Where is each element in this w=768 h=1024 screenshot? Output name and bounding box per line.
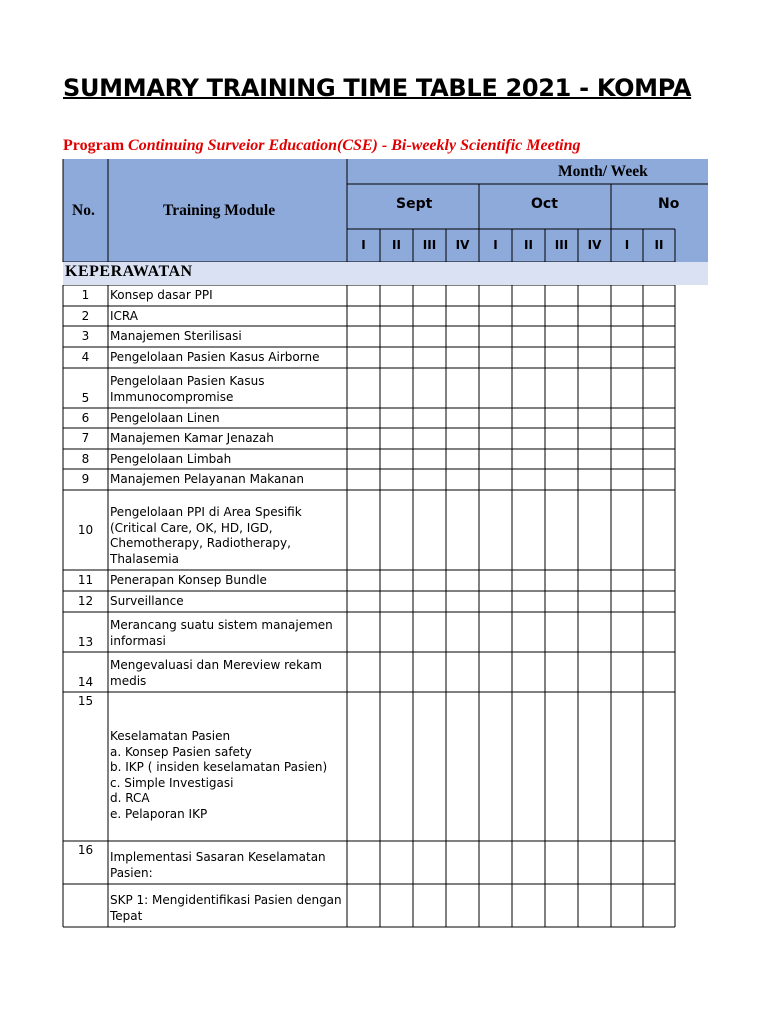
training-module-cell bbox=[110, 472, 346, 488]
module-text-line: Pengelolaan Linen bbox=[110, 411, 220, 425]
training-module-cell bbox=[110, 452, 346, 468]
training-module-cell bbox=[110, 350, 346, 366]
header-training-module: Training Module bbox=[163, 202, 276, 219]
row-number: 8 bbox=[81, 452, 90, 466]
month-nov: No bbox=[658, 196, 680, 212]
week-label: I bbox=[624, 238, 630, 252]
row-number: 1 bbox=[81, 288, 90, 302]
training-module-cell bbox=[110, 505, 346, 567]
week-label: IV bbox=[455, 238, 470, 252]
module-text-line: Thalasemia bbox=[110, 551, 179, 566]
training-module-cell bbox=[110, 573, 346, 589]
page-title: SUMMARY TRAINING TIME TABLE 2021 - KOMPA bbox=[63, 74, 692, 102]
training-module-cell bbox=[110, 329, 346, 345]
module-text-line: Manajemen Kamar Jenazah bbox=[110, 431, 274, 445]
week-label: III bbox=[422, 238, 437, 252]
training-module-cell bbox=[110, 850, 346, 881]
training-module-cell bbox=[110, 309, 346, 325]
module-text-line: ICRA bbox=[110, 309, 138, 323]
module-text-line: SKP 1: Mengidentifikasi Pasien dengan bbox=[110, 893, 342, 907]
row-number: 4 bbox=[81, 350, 90, 364]
week-label: II bbox=[524, 238, 533, 252]
module-text-line: Implementasi Sasaran Keselamatan bbox=[110, 850, 326, 864]
training-module-cell bbox=[110, 411, 346, 427]
training-module-cell bbox=[110, 893, 346, 924]
module-text-line: a. Konsep Pasien safety bbox=[110, 744, 252, 759]
week-label: I bbox=[361, 238, 366, 252]
module-text-line: Surveillance bbox=[110, 594, 184, 608]
row-number: 11 bbox=[77, 573, 94, 587]
program-prefix: Program bbox=[63, 137, 129, 154]
module-text-line: Chemotherapy, Radiotherapy, bbox=[110, 536, 291, 550]
module-text-line: Penerapan Konsep Bundle bbox=[110, 573, 267, 587]
module-text-line: Konsep dasar PPI bbox=[110, 288, 213, 302]
month-sept: Sept bbox=[396, 196, 433, 212]
program-name: Continuing Surveior Education(CSE) - Bi-weekly Scientific Meeting bbox=[128, 137, 581, 154]
month-oct: Oct bbox=[531, 196, 558, 212]
row-number: 6 bbox=[81, 411, 90, 425]
module-text-line: e. Pelaporan IKP bbox=[110, 806, 208, 821]
section-keperawatan: KEPERAWATAN bbox=[65, 263, 193, 280]
module-text-line: Manajemen Pelayanan Makanan bbox=[110, 472, 304, 486]
row-number: 12 bbox=[77, 594, 94, 608]
week-label: IV bbox=[587, 238, 602, 252]
module-text-line: Mengevaluasi dan Mereview rekam bbox=[110, 658, 322, 672]
week-label: II bbox=[654, 238, 664, 252]
row-number: 15 bbox=[77, 694, 94, 708]
module-text-line: Merancang suatu sistem manajemen bbox=[110, 618, 333, 632]
row-number: 7 bbox=[81, 431, 90, 445]
module-text-line: Immunocompromise bbox=[110, 389, 234, 404]
module-text-line: Manajemen Sterilisasi bbox=[110, 329, 242, 343]
row-number: 2 bbox=[81, 309, 90, 323]
row-number: 3 bbox=[81, 329, 90, 343]
training-module-cell bbox=[110, 374, 346, 405]
module-text-line: c. Simple Investigasi bbox=[110, 775, 234, 790]
row-number: 16 bbox=[77, 843, 94, 857]
module-text-line: Pasien: bbox=[110, 865, 153, 880]
module-text-line: (Critical Care, OK, HD, IGD, bbox=[110, 520, 273, 535]
training-module-cell bbox=[110, 618, 346, 649]
week-label: III bbox=[554, 238, 569, 252]
row-number: 10 bbox=[77, 522, 94, 537]
module-text-line: Keselamatan Pasien bbox=[110, 729, 231, 743]
module-text-line: d. RCA bbox=[110, 791, 150, 805]
module-text-line: Pengelolaan Pasien Kasus bbox=[110, 374, 265, 388]
module-text-line: Pengelolaan Limbah bbox=[110, 452, 232, 466]
module-text-line: Tepat bbox=[110, 908, 143, 923]
module-text-line: b. IKP ( insiden keselamatan Pasien) bbox=[110, 760, 328, 774]
training-module-cell bbox=[110, 658, 346, 689]
week-label: I bbox=[493, 238, 498, 252]
row-number: 5 bbox=[81, 391, 90, 405]
training-module-cell bbox=[110, 288, 346, 304]
header-no: No. bbox=[72, 202, 95, 219]
week-label: II bbox=[392, 238, 401, 252]
training-module-cell bbox=[110, 729, 346, 822]
module-text-line: medis bbox=[110, 673, 147, 688]
row-number: 14 bbox=[77, 675, 94, 689]
training-module-cell bbox=[110, 594, 346, 610]
module-text-line: Pengelolaan Pasien Kasus Airborne bbox=[110, 350, 320, 364]
header-month-week: Month/ Week bbox=[558, 163, 648, 180]
module-text-line: Pengelolaan PPI di Area Spesifik bbox=[110, 505, 302, 519]
training-module-cell bbox=[110, 431, 346, 447]
module-text-line: informasi bbox=[110, 633, 166, 648]
row-number: 13 bbox=[77, 635, 94, 649]
row-number: 9 bbox=[81, 472, 90, 486]
